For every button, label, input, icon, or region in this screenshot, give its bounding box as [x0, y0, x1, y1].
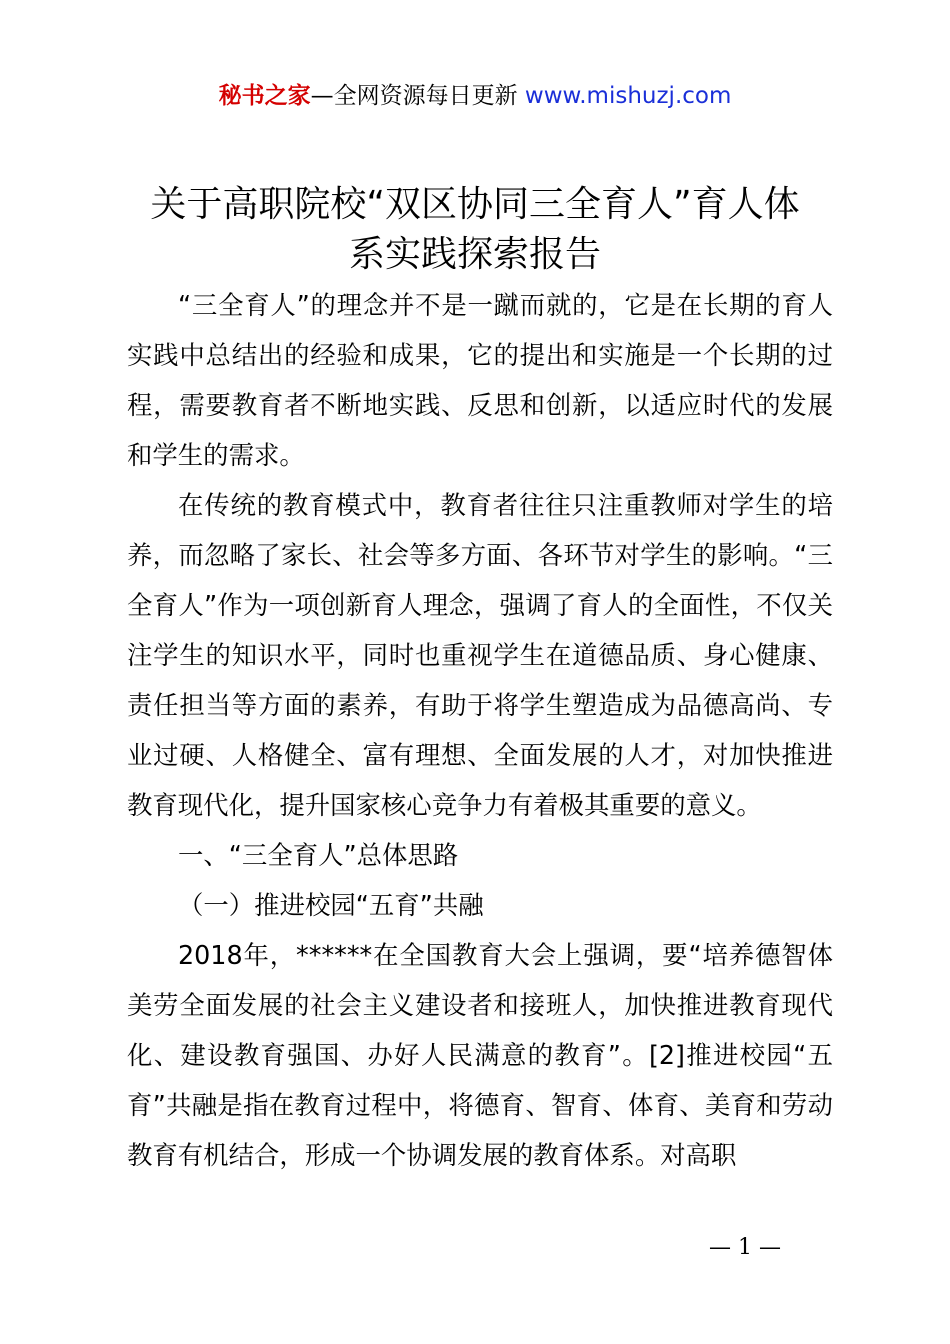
title-line-2: 系实践探索报告	[348, 234, 601, 275]
site-header	[0, 78, 950, 114]
section-heading-1: 一、“三全育人”总体思路	[178, 840, 459, 870]
site-tagline: —全网资源每日更新	[310, 83, 518, 109]
site-name: 秘书之家	[218, 83, 311, 109]
document-title	[110, 180, 840, 280]
subsection-heading-1: （一）推进校园“五育”共融	[178, 890, 484, 920]
page-number: — 1 —	[709, 1235, 781, 1260]
paragraph-3: 2018年，******在全国教育大会上强调，要“培养德智体美劳全面发展的社会主义建设者和接班人，加快推进教育现代化、建设教育强国、办好人民满意的教育”。[2]推进校园“五育”共融是指在教育过程中，将德育、智育、体育、美育和劳动教育有机结合，形成一个协调发展的教育体系。对高职	[127, 940, 833, 1170]
document-body	[127, 280, 833, 1180]
paragraph-2: 在传统的教育模式中，教育者往往只注重教师对学生的培养，而忽略了家长、社会等多方面、各环节对学生的影响。“三全育人”作为一项创新育人理念，强调了育人的全面性，不仅关注学生的知识水平，同时也重视学生在道德品质、身心健康、责任担当等方面的素养，有助于将学生塑造成为品德高尚、专业过硬、人格健全、富有理想、全面发展的人才，对加快推进教育现代化，提升国家核心竞争力有着极其重要的意义。	[127, 490, 833, 820]
paragraph-1: “三全育人”的理念并不是一蹴而就的，它是在长期的育人实践中总结出的经验和成果，它的提出和实施是一个长期的过程，需要教育者不断地实践、反思和创新，以适应时代的发展和学生的需求。	[127, 290, 833, 470]
title-line-1: 关于高职院校“双区协同三全育人”育人体	[150, 184, 800, 225]
site-url-link[interactable]: www.mishuzj.com	[524, 83, 732, 109]
